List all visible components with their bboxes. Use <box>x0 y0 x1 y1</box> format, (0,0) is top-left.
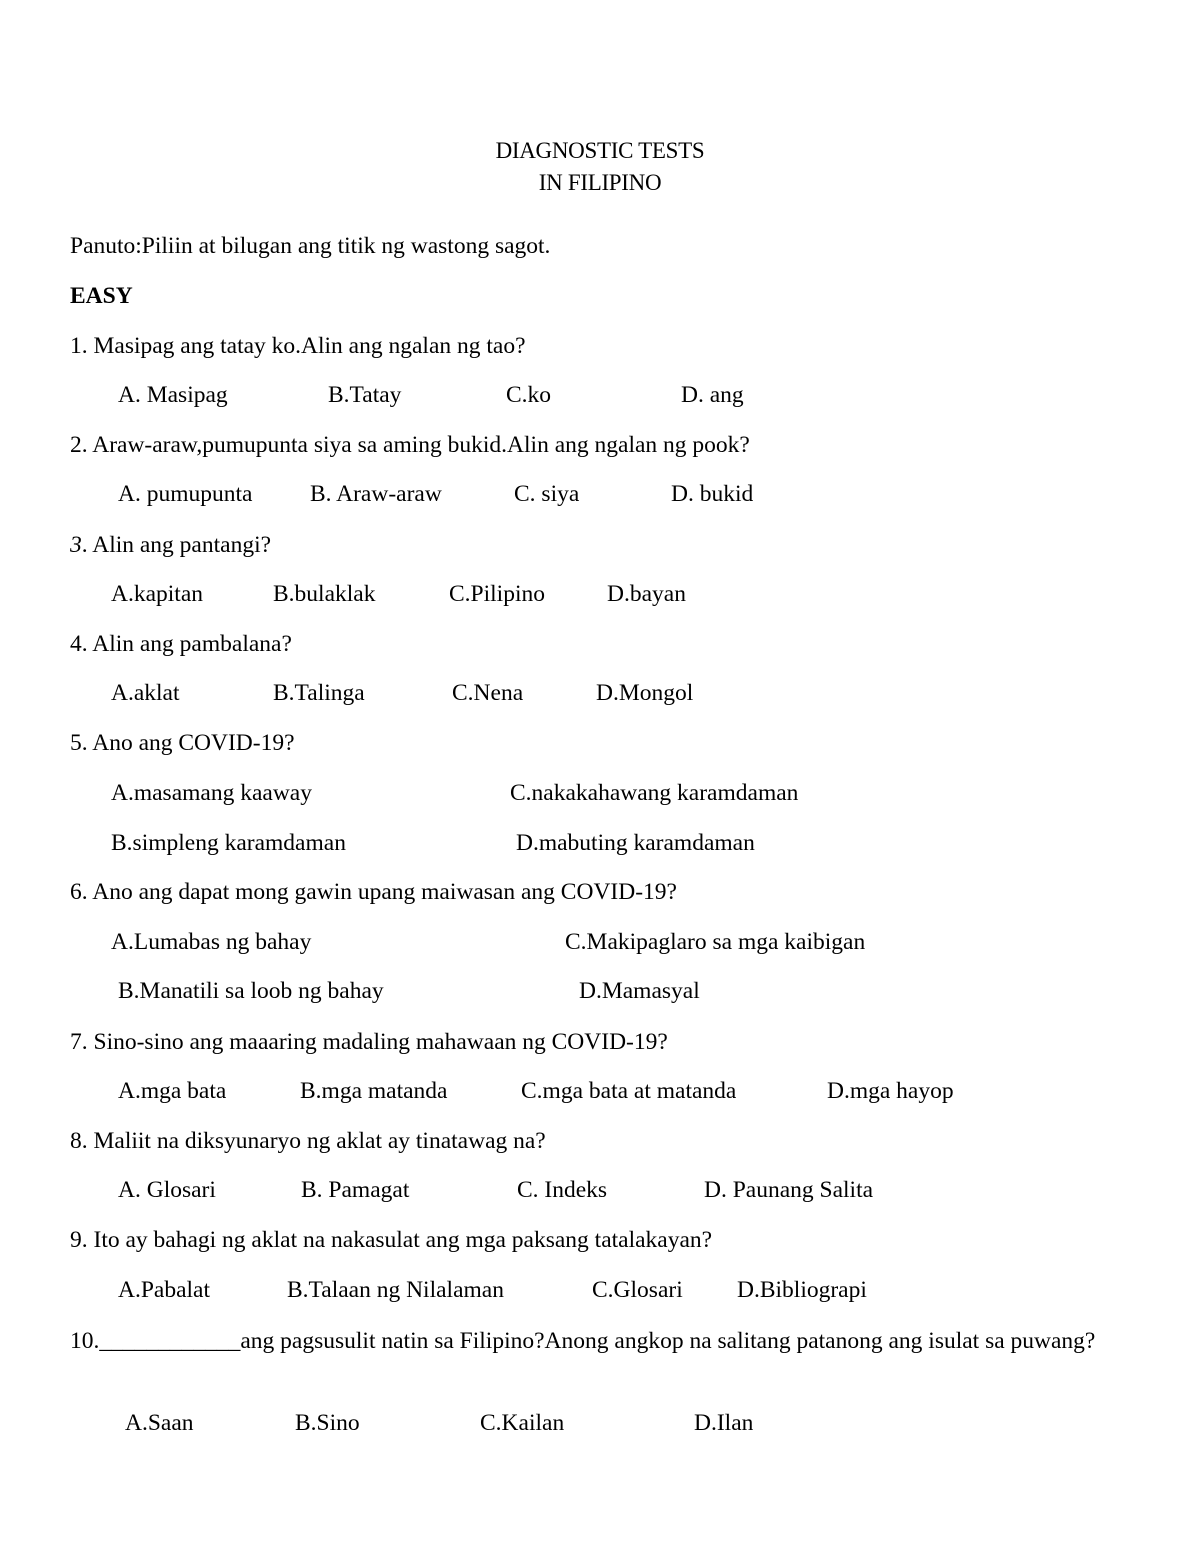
section-label: EASY <box>70 283 133 309</box>
choice-1b: B.Tatay <box>328 382 402 408</box>
title-line-2: IN FILIPINO <box>538 170 662 195</box>
choice-7b: B.mga matanda <box>300 1078 448 1104</box>
choice-10b: B.Sino <box>295 1410 360 1436</box>
question-text: Ito ay bahagi ng aklat na nakasulat ang mga paksang tatalakayan? <box>93 1227 713 1253</box>
question-8 <box>70 1126 546 1156</box>
question-10 <box>70 1324 1130 1358</box>
question-7 <box>70 1027 668 1057</box>
choice-2a: A. pumupunta <box>118 481 253 507</box>
question-text: Alin ang pambalana? <box>92 631 292 657</box>
choice-10c: C.Kailan <box>480 1410 565 1436</box>
choice-9d: D.Bibliograpi <box>737 1277 867 1303</box>
choice-3c: C.Pilipino <box>449 581 545 607</box>
question-number: 10. <box>70 1328 100 1354</box>
question-text: Masipag ang tatay ko.Alin ang ngalan ng tao? <box>93 333 526 359</box>
choice-6c: C.Makipaglaro sa mga kaibigan <box>565 929 866 955</box>
choice-9a: A.Pabalat <box>118 1277 211 1303</box>
choice-3a: A.kapitan <box>111 581 204 607</box>
choice-4c: C.Nena <box>452 680 524 706</box>
choice-6a: A.Lumabas ng bahay <box>111 929 312 955</box>
choice-7d: D.mga hayop <box>827 1078 954 1104</box>
question-number: 2. <box>70 432 88 458</box>
title-line-1: DIAGNOSTIC TESTS <box>495 138 705 163</box>
choice-4b: B.Talinga <box>273 680 365 706</box>
choice-8a: A. Glosari <box>118 1177 216 1203</box>
choice-1c: C.ko <box>506 382 552 408</box>
choice-9b: B.Talaan ng Nilalaman <box>287 1277 504 1303</box>
question-text: Sino-sino ang maaaring madaling mahawaan ng COVID-19? <box>93 1029 668 1055</box>
question-3 <box>70 530 271 560</box>
choice-4d: D.Mongol <box>596 680 694 706</box>
choice-5a: A.masamang kaaway <box>111 780 312 806</box>
choice-10a: A.Saan <box>125 1410 194 1436</box>
question-5 <box>70 728 295 758</box>
question-4 <box>70 629 292 659</box>
choice-7a: A.mga bata <box>118 1078 227 1104</box>
choice-9c: C.Glosari <box>592 1277 683 1303</box>
choice-3d: D.bayan <box>607 581 686 607</box>
question-number: 9. <box>70 1227 88 1253</box>
instructions: Panuto:Piliin at bilugan ang titik ng wastong sagot. <box>70 233 551 259</box>
choice-1a: A. Masipag <box>118 382 228 408</box>
choice-8c: C. Indeks <box>517 1177 608 1203</box>
question-number: 8. <box>70 1128 88 1154</box>
question-6 <box>70 877 677 907</box>
question-number: 1. <box>70 333 88 359</box>
choice-8b: B. Pamagat <box>301 1177 410 1203</box>
choice-8d: D. Paunang Salita <box>704 1177 874 1203</box>
question-number: 7. <box>70 1029 88 1055</box>
question-2 <box>70 430 750 460</box>
choice-6d: D.Mamasyal <box>579 978 700 1004</box>
choice-4a: A.aklat <box>111 680 180 706</box>
choice-2d: D. bukid <box>671 481 754 507</box>
question-text: ____________ang pagsusulit natin sa Filipino?Anong angkop na salitang patanong ang isulat sa puwang? <box>99 1328 1096 1354</box>
question-number: 5. <box>70 730 88 756</box>
question-number-suffix: . <box>81 532 88 558</box>
question-9 <box>70 1225 712 1255</box>
choice-5b: B.simpleng karamdaman <box>111 830 346 856</box>
question-text: Maliit na diksyunaryo ng aklat ay tinatawag na? <box>93 1128 546 1154</box>
question-text: Ano ang COVID-19? <box>92 730 295 756</box>
choice-5c: C.nakakahawang karamdaman <box>510 780 799 806</box>
question-number: 6. <box>70 879 88 905</box>
choice-3b: B.bulaklak <box>273 581 376 607</box>
choice-5d: D.mabuting karamdaman <box>516 830 755 856</box>
choice-2b: B. Araw-araw <box>310 481 442 507</box>
question-number: 4. <box>70 631 88 657</box>
choice-10d: D.Ilan <box>694 1410 754 1436</box>
choice-1d: D. ang <box>681 382 744 408</box>
question-text: Ano ang dapat mong gawin upang maiwasan ang COVID-19? <box>92 879 677 905</box>
choice-2c: C. siya <box>514 481 580 507</box>
choice-6b: B.Manatili sa loob ng bahay <box>118 978 384 1004</box>
question-text: Alin ang pantangi? <box>92 532 272 558</box>
question-1 <box>70 331 526 361</box>
question-text: Araw-araw,pumupunta siya sa aming bukid.Alin ang ngalan ng pook? <box>92 432 750 458</box>
question-number: 3 <box>70 532 82 558</box>
choice-7c: C.mga bata at matanda <box>521 1078 737 1104</box>
